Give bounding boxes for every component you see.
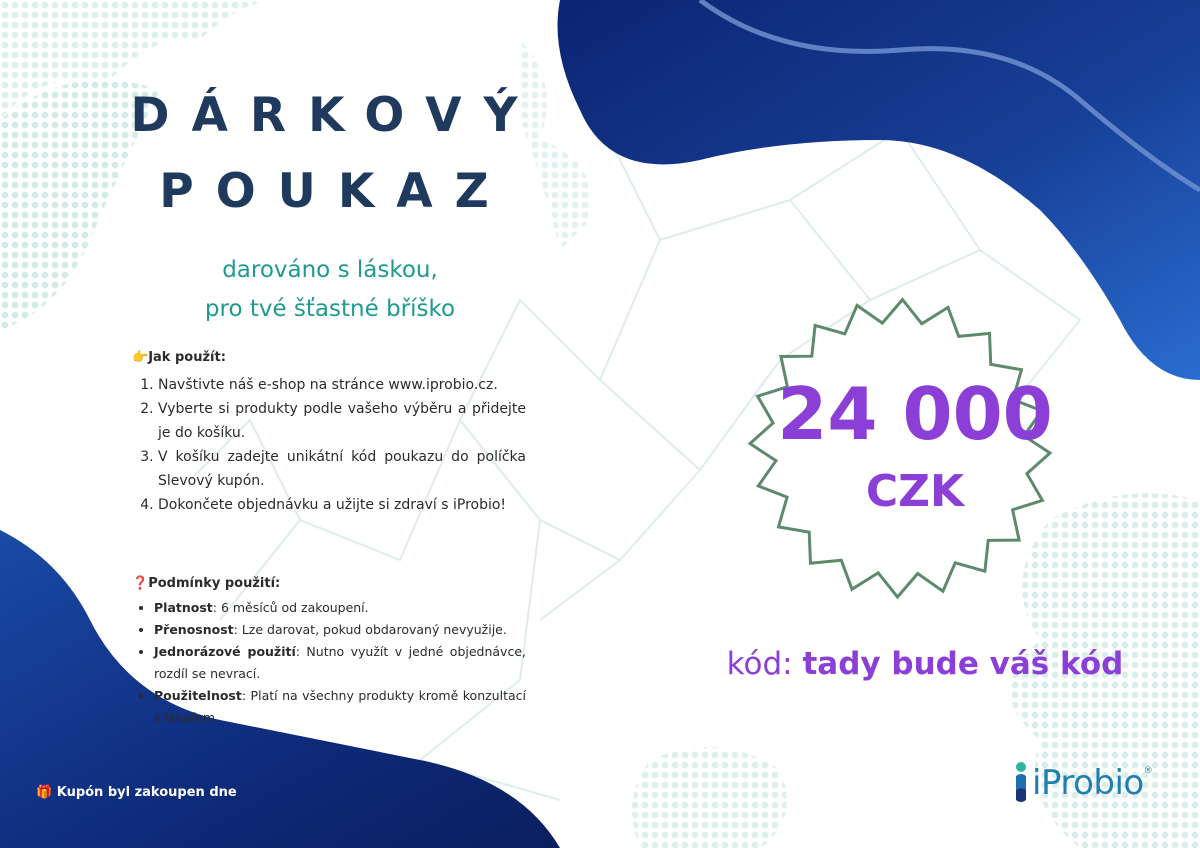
purchase-note [36, 785, 237, 800]
registered-mark: ® [1143, 766, 1153, 776]
iprobio-logo-mark-icon [1012, 760, 1030, 806]
condition-desc: : Lze darovat, pokud obdarovaný nevyužije. [233, 622, 507, 637]
conditions-list [132, 597, 526, 729]
conditions-heading-text: Podmínky použití: [148, 576, 281, 591]
gift-icon: 🎁 [36, 785, 53, 800]
how-to-use-section [132, 350, 526, 517]
condition-term: Jednorázové použití [154, 644, 296, 659]
step-item: 3. V košíku zadejte unikátní kód poukazu do políčka Slevový kupón. [158, 445, 526, 493]
voucher-title-line-2: POUKAZ [159, 164, 511, 219]
code-value: tady bude váš kód [802, 646, 1124, 682]
code-label: kód: [726, 646, 793, 682]
step-item: 4. Dokončete objednávku a užijte si zdraví s iProbio! [158, 493, 526, 517]
purchase-note-text: Kupón byl zakoupen dne [56, 785, 237, 800]
conditions-heading [132, 576, 526, 591]
brand-name: iProbio [1032, 763, 1144, 803]
condition-item [154, 597, 526, 619]
condition-item [154, 641, 526, 685]
condition-desc: : Platí na všechny produkty kromě konzultací s lékařem. [154, 688, 526, 725]
question-mark-icon: ❓ [132, 576, 149, 591]
voucher-code [640, 646, 1200, 682]
condition-term: Použitelnost [154, 688, 242, 703]
how-to-use-heading [132, 350, 526, 365]
voucher-amount: 24 000 [777, 372, 1053, 456]
voucher-currency: CZK [865, 466, 965, 517]
condition-item [154, 685, 526, 729]
condition-term: Přenosnost [154, 622, 234, 637]
condition-item [154, 619, 526, 641]
step-item: 1. Navštivte náš e-shop na stránce www.iprobio.cz. [158, 373, 526, 397]
condition-desc: : Nutno využít v jedné objednávce, rozdíl se nevrací. [154, 644, 526, 681]
iprobio-logo [1012, 760, 1153, 806]
subtitle-line-2: pro tvé šťastné bříško [204, 296, 456, 322]
subtitle-line-1: darováno s láskou, [222, 257, 438, 283]
pointing-hand-icon: 👉 [132, 350, 149, 365]
how-to-use-heading-text: Jak použít: [148, 350, 226, 365]
step-item: 2. Vyberte si produkty podle vašeho výběru a přidejte je do košíku. [158, 397, 526, 445]
how-to-use-steps [132, 373, 526, 517]
conditions-section [132, 576, 526, 729]
condition-term: Platnost [154, 600, 213, 615]
condition-desc: : 6 měsíců od zakoupení. [212, 600, 369, 615]
voucher-title-line-1: DÁRKOVÝ [130, 88, 540, 143]
